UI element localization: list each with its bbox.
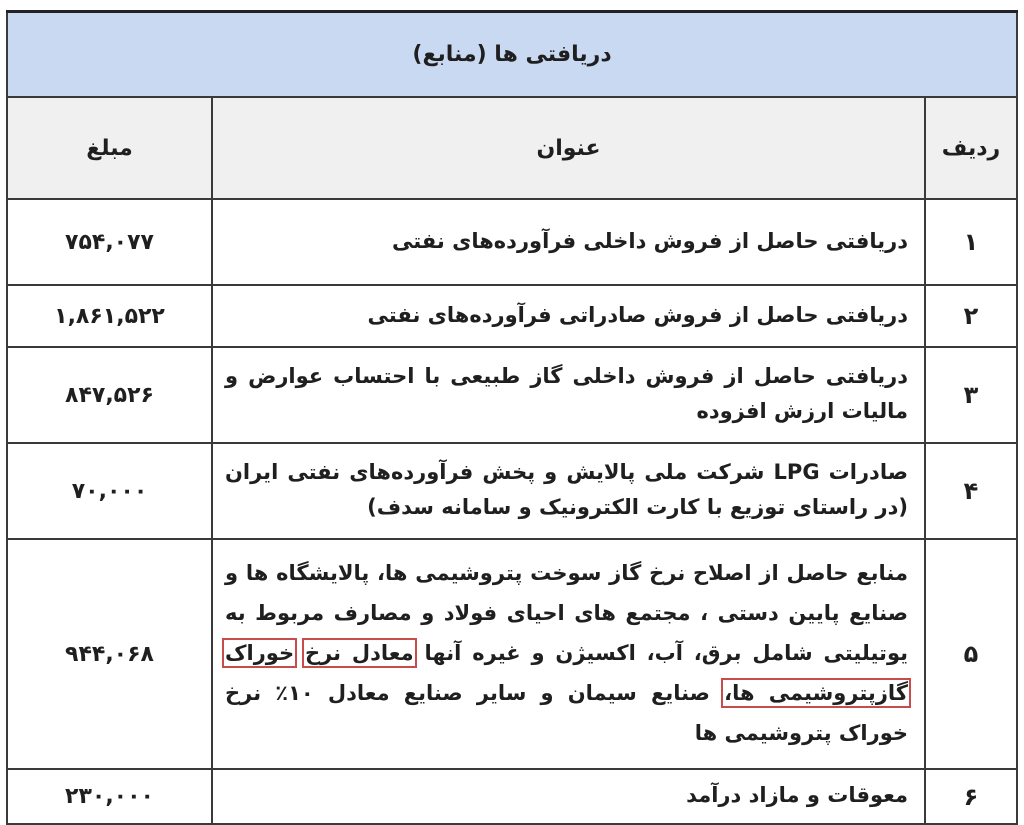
row-number: ۶ (925, 769, 1017, 824)
header-row-number: ردیف (925, 97, 1017, 199)
row-amount: ۱,۸۶۱,۵۲۲ (7, 285, 212, 347)
row-title-part2: صنایع سیمان و سایر صنایع معادل ۱۰٪ نرخ خوراک پتروشیمی ها (225, 681, 908, 745)
row-title: دریافتی حاصل از فروش داخلی گاز طبیعی با احتساب عوارض و مالیات ارزش افزوده (212, 347, 925, 443)
table-row (7, 199, 1017, 285)
row-number: ۳ (925, 347, 1017, 443)
row-title: دریافتی حاصل از فروش صادراتی فرآورده‌های نفتی (212, 285, 925, 347)
table-header-row (7, 97, 1017, 199)
table-title-row (7, 12, 1017, 98)
row-amount: ۷۵۴,۰۷۷ (7, 199, 212, 285)
row-amount: ۲۳۰,۰۰۰ (7, 769, 212, 824)
highlighted-text-1: معادل نرخ (304, 641, 414, 665)
row-number: ۱ (925, 199, 1017, 285)
table-row (7, 285, 1017, 347)
row-title: دریافتی حاصل از فروش داخلی فرآورده‌های نفتی (212, 199, 925, 285)
table-row (7, 443, 1017, 539)
table-title: دریافتی ها (منابع) (7, 12, 1017, 98)
row-title: معوقات و مازاد درآمد (212, 769, 925, 824)
receipts-table (6, 10, 1018, 825)
table-row (7, 769, 1017, 824)
row-number: ۴ (925, 443, 1017, 539)
header-subject: عنوان (212, 97, 925, 199)
row-number: ۲ (925, 285, 1017, 347)
highlighted-text-2: خوراک گازپتروشیمی ها، (225, 641, 909, 705)
table-row (7, 347, 1017, 443)
header-amount: مبلغ (7, 97, 212, 199)
row-number: ۵ (925, 539, 1017, 769)
row-amount: ۷۰,۰۰۰ (7, 443, 212, 539)
table-row (7, 539, 1017, 769)
row-title-part1: منابع حاصل از اصلاح نرخ گاز سوخت پتروشیمی ها، پالایشگاه ها و صنایع پایین دستی ، مجتمع های احیای فولاد و مصارف مربوط به یوتیلیتی شامل برق، آب، اکسیژن و غیره آنها (225, 561, 908, 665)
row-title (212, 539, 925, 769)
row-amount: ۹۴۴,۰۶۸ (7, 539, 212, 769)
row-amount: ۸۴۷,۵۲۶ (7, 347, 212, 443)
row-title: صادرات LPG شرکت ملی پالایش و پخش فرآورده‌های نفتی ایران (در راستای توزیع با کارت الکترونیک و سامانه سدف) (212, 443, 925, 539)
